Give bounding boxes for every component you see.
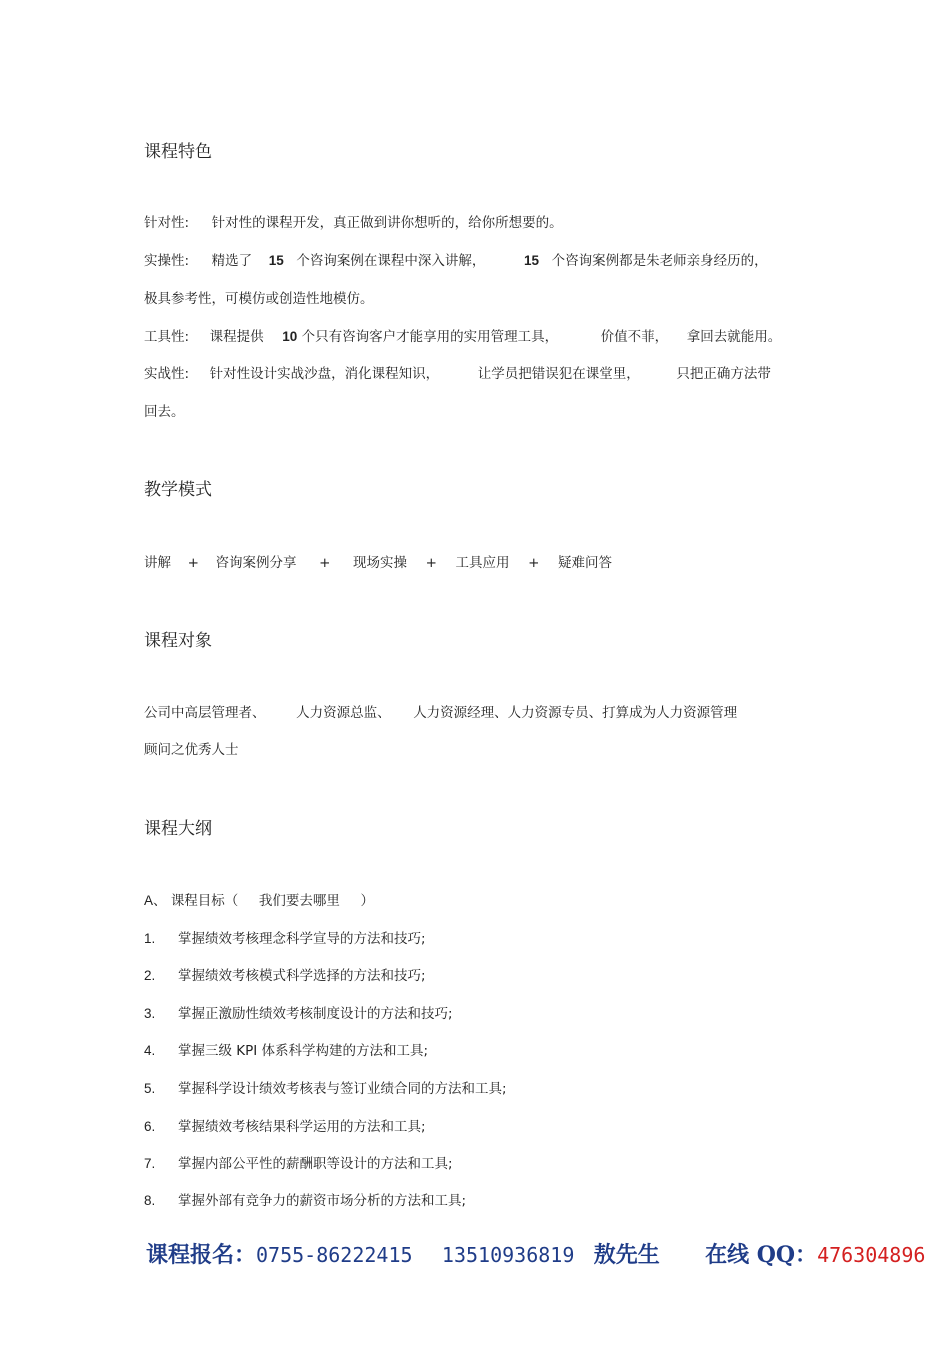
outline-item: [144, 964, 426, 984]
outline-item-number: 5.: [144, 1081, 156, 1096]
feature-text: 个咨询案例在课程中深入讲解，: [296, 253, 486, 269]
outline-item: [144, 1189, 466, 1209]
section-close: ）: [360, 893, 374, 909]
mode-item: 现场实操: [353, 555, 407, 571]
feature-targeted: [144, 211, 563, 231]
outline-item-text: 掌握三级 KPI 体系科学构建的方法和工具;: [178, 1043, 429, 1059]
outline-item: [144, 1152, 453, 1172]
feature-text: 针对性设计实战沙盘，消化课程知识，: [209, 366, 440, 382]
outline-item-number: 2.: [144, 968, 156, 983]
feature-text: 价值不菲，: [600, 329, 669, 345]
phone-landline: 0755-86222415: [256, 1243, 413, 1267]
mode-separator: +: [528, 555, 540, 571]
feature-practical-cont: 极具参考性，可模仿或创造性地模仿。: [144, 291, 374, 307]
feature-number: 15: [268, 253, 284, 268]
registration-label: 课程报名：: [146, 1242, 257, 1268]
outline-item-number: 8.: [144, 1193, 156, 1208]
outline-item: [144, 927, 426, 947]
section-prefix: A、: [144, 893, 167, 908]
feature-tool: [144, 325, 781, 345]
features-heading: 课程特色: [144, 142, 212, 162]
mode-list: [144, 551, 612, 571]
feature-text: 只把正确方法带: [676, 366, 771, 382]
feature-text: 个咨询案例都是朱老师亲身经历的，: [551, 253, 768, 269]
outline-item-number: 6.: [144, 1119, 156, 1134]
feature-label: 实操性:: [144, 253, 190, 269]
mode-separator: +: [425, 555, 437, 571]
feature-label: 针对性:: [144, 215, 190, 231]
audience-line: [144, 701, 737, 721]
outline-item: [144, 1077, 507, 1097]
mode-heading: 教学模式: [144, 480, 212, 500]
outline-item-text: 掌握正激励性绩效考核制度设计的方法和技巧;: [178, 1006, 453, 1022]
audience-text: 人力资源总监、: [296, 705, 391, 721]
audience-text: 公司中高层管理者、: [144, 705, 266, 721]
mode-separator: +: [319, 555, 331, 571]
feature-text: 个只有咨询客户才能享用的实用管理工具，: [301, 329, 559, 345]
feature-combat-cont: 回去。: [144, 404, 185, 420]
mode-item: 咨询案例分享: [215, 555, 297, 571]
feature-number: 10: [282, 329, 298, 344]
outline-item-number: 4.: [144, 1043, 156, 1058]
outline-item-text: 掌握绩效考核模式科学选择的方法和技巧;: [178, 968, 426, 984]
contact-name: 敖先生: [593, 1242, 660, 1268]
feature-number: 15: [523, 253, 539, 268]
mode-separator: +: [187, 555, 199, 571]
outline-item: [144, 1115, 426, 1135]
feature-text: 拿回去就能用。: [686, 329, 782, 345]
outline-item-text: 掌握绩效考核理念科学宣导的方法和技巧;: [178, 931, 426, 947]
section-title: 课程目标（: [170, 893, 239, 909]
feature-text: 精选了: [211, 253, 253, 269]
outline-item: [144, 1039, 428, 1059]
feature-text: 针对性的课程开发，真正做到讲你想听的，给你所想要的。: [211, 215, 563, 231]
mode-item: 疑难问答: [558, 555, 612, 571]
registration-banner: [146, 1238, 925, 1269]
outline-item-text: 掌握绩效考核结果科学运用的方法和工具;: [178, 1119, 426, 1135]
audience-heading: 课程对象: [144, 631, 212, 651]
feature-text: 课程提供: [209, 329, 264, 345]
feature-practical: [144, 249, 768, 269]
feature-label: 工具性:: [144, 329, 190, 345]
outline-item-number: 3.: [144, 1006, 156, 1021]
outline-item-text: 掌握外部有竞争力的薪资市场分析的方法和工具;: [178, 1193, 467, 1209]
outline-item-text: 掌握内部公平性的薪酬职等设计的方法和工具;: [178, 1156, 453, 1172]
feature-text: 让学员把错误犯在课堂里，: [477, 366, 640, 382]
qq-label: 在线 QQ：: [705, 1242, 818, 1268]
audience-text: 人力资源经理、人力资源专员、打算成为人力资源管理: [413, 705, 738, 721]
feature-combat: [144, 362, 771, 382]
mode-item: 讲解: [144, 555, 171, 571]
outline-item-text: 掌握科学设计绩效考核表与签订业绩合同的方法和工具;: [178, 1081, 507, 1097]
phone-mobile: 13510936819: [441, 1243, 575, 1267]
section-subtitle: 我们要去哪里: [258, 893, 340, 909]
outline-heading: 课程大纲: [144, 819, 212, 839]
outline-section-a: [144, 889, 374, 909]
feature-label: 实战性:: [144, 366, 190, 382]
audience-cont: 顾问之优秀人士: [144, 742, 239, 758]
outline-item-number: 1.: [144, 931, 156, 946]
qq-number: 476304896: [817, 1243, 926, 1267]
mode-item: 工具应用: [455, 555, 510, 571]
outline-item-number: 7.: [144, 1156, 156, 1171]
outline-item: [144, 1002, 453, 1022]
